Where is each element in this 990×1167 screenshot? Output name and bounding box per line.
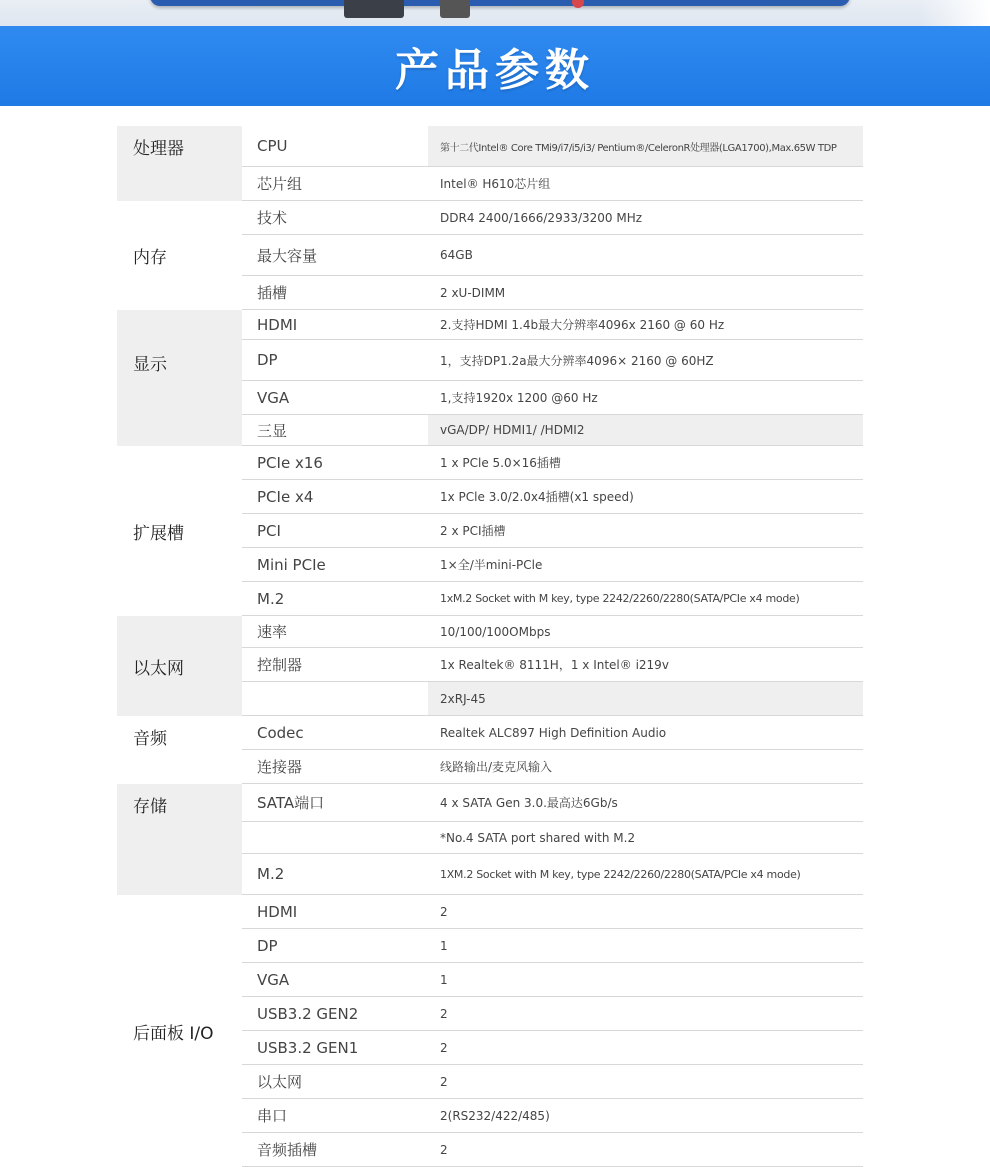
spec-key: VGA — [257, 970, 290, 989]
spec-key: 芯片组 — [257, 175, 303, 193]
spec-key: USB3.2 GEN2 — [257, 1004, 359, 1023]
spec-key: Codec — [257, 723, 304, 742]
io-port-image — [344, 0, 404, 18]
audio-jack-image — [572, 0, 584, 8]
spec-row — [242, 381, 863, 415]
spec-table — [117, 126, 863, 1167]
spec-row — [242, 1099, 863, 1133]
spec-key: Mini PCIe — [257, 555, 326, 574]
spec-value: 1XM.2 Socket with M key, type 2242/2260/2280(SATA/PCIe x4 mode) — [440, 867, 801, 881]
spec-value: 2 x PCI插槽 — [440, 524, 506, 538]
spec-key: CPU — [257, 137, 288, 155]
spec-row — [242, 616, 863, 648]
spec-value: 1xM.2 Socket with M key, type 2242/2260/2280(SATA/PCIe x4 mode) — [440, 592, 800, 605]
spec-key: 技术 — [257, 209, 288, 227]
spec-value: *No.4 SATA port shared with M.2 — [440, 830, 636, 845]
spec-key: 三显 — [257, 421, 288, 440]
spec-key: PCIe x16 — [257, 453, 323, 472]
spec-value: 1×全/半mini-PCle — [440, 558, 543, 572]
spec-row — [242, 310, 863, 340]
section-banner — [0, 26, 990, 106]
spec-value: 2 — [440, 1142, 448, 1157]
spec-category: 处理器 — [117, 126, 242, 201]
spec-key: PCI — [257, 521, 281, 540]
spec-row — [242, 648, 863, 682]
spec-value: 第十二代Intel® Core TMi9/i7/i5/i3/ Pentium®/CeleronR处理器(LGA1700),Max.65W TDP — [428, 126, 863, 166]
spec-value: 2.支持HDMI 1.4b最大分辨率4096x 2160 @ 60 Hz — [440, 318, 725, 332]
spec-group-expansion — [117, 446, 863, 616]
spec-key: 最大容量 — [257, 246, 318, 265]
spec-key: 音频插槽 — [257, 1141, 318, 1159]
spec-value: 1 x PCle 5.0×16插槽 — [440, 456, 561, 470]
spec-value: 2xRJ-45 — [428, 682, 863, 715]
spec-row — [242, 167, 863, 201]
spec-row — [242, 997, 863, 1031]
section-title: 产品参数 — [395, 45, 595, 96]
spec-row — [242, 276, 863, 310]
spec-category: 音频 — [133, 729, 167, 749]
spec-value: 4 x SATA Gen 3.0.最高达6Gb/s — [440, 796, 618, 810]
spec-row — [242, 235, 863, 276]
spec-row — [242, 446, 863, 480]
spec-category: 存储 — [117, 784, 242, 895]
spec-group-ethernet — [117, 616, 863, 716]
spec-key: HDMI — [257, 315, 298, 334]
spec-key: VGA — [257, 388, 290, 407]
spec-group-memory — [117, 201, 863, 310]
spec-row — [242, 682, 863, 716]
spec-category: 扩展槽 — [133, 523, 184, 544]
spec-group-storage — [117, 784, 863, 895]
spec-key: M.2 — [257, 865, 285, 883]
spec-key: 速率 — [257, 623, 288, 641]
spec-key: M.2 — [257, 589, 285, 608]
motherboard-edge-image — [150, 0, 850, 6]
spec-key: HDMI — [257, 902, 298, 921]
spec-group-audio — [117, 716, 863, 784]
spec-value: 1x PCle 3.0/2.0x4插槽(x1 speed) — [440, 490, 634, 504]
spec-row — [242, 854, 863, 895]
spec-value: 2 xU-DIMM — [440, 285, 506, 300]
spec-value: 1，支持DP1.2a最大分辨率4096× 2160 @ 60HZ — [440, 353, 714, 368]
spec-value: 2 — [440, 904, 448, 919]
spec-row — [242, 1065, 863, 1099]
spec-row — [242, 963, 863, 997]
spec-value: 10/100/100OMbps — [440, 624, 551, 639]
spec-row — [242, 1031, 863, 1065]
spec-value: Realtek ALC897 High Definition Audio — [440, 725, 667, 740]
spec-value: 2 — [440, 1074, 448, 1089]
spec-row — [242, 480, 863, 514]
spec-value: DDR4 2400/1666/2933/3200 MHz — [440, 210, 643, 225]
spec-key: 以太网 — [257, 1073, 303, 1091]
spec-key: 串口 — [257, 1107, 288, 1125]
spec-row — [242, 716, 863, 750]
spec-row — [242, 514, 863, 548]
spec-row — [242, 750, 863, 784]
spec-value: 2 — [440, 1006, 448, 1021]
spec-key: DP — [257, 936, 278, 955]
spec-row — [242, 822, 863, 854]
spec-category: 后面板 I/O — [133, 1023, 214, 1044]
spec-key: 控制器 — [257, 656, 303, 674]
spec-row — [242, 784, 863, 822]
spec-group-rear-io — [117, 895, 863, 1167]
spec-key: 连接器 — [257, 758, 303, 776]
spec-row — [242, 340, 863, 381]
spec-category: 内存 — [133, 248, 167, 268]
spec-value: 64GB — [440, 248, 473, 262]
product-image-strip — [0, 0, 990, 26]
spec-group-display — [117, 310, 863, 446]
spec-row — [242, 548, 863, 582]
spec-key: 插槽 — [257, 284, 288, 302]
spec-value: 2 — [440, 1040, 448, 1055]
spec-category: 显示 — [117, 310, 242, 446]
spec-key: PCIe x4 — [257, 487, 314, 506]
spec-key: USB3.2 GEN1 — [257, 1038, 359, 1057]
spec-value: 2(RS232/422/485) — [440, 1108, 550, 1123]
spec-group-cpu — [117, 126, 863, 201]
spec-row — [242, 201, 863, 235]
spec-value: 1 — [440, 972, 448, 987]
spec-row — [242, 415, 863, 446]
spec-value: 1x Realtek® 8111H，1 x Intel® i219v — [440, 658, 669, 672]
spec-value: 1 — [440, 938, 448, 953]
spec-row — [242, 895, 863, 929]
spec-category: 以太网 — [117, 616, 242, 716]
spec-value: 线路输出/麦克风输入 — [440, 760, 553, 774]
spec-key: DP — [257, 351, 278, 369]
spec-value: Intel® H610芯片组 — [440, 177, 551, 191]
io-port-image — [440, 0, 470, 18]
spec-value: 1,支持1920x 1200 @60 Hz — [440, 391, 598, 405]
spec-row — [242, 582, 863, 616]
spec-row — [242, 1133, 863, 1167]
spec-row — [242, 929, 863, 963]
spec-key: SATA端口 — [257, 794, 325, 812]
spec-row — [242, 126, 863, 167]
spec-value: vGA/DP/ HDMI1/ /HDMI2 — [428, 415, 863, 445]
